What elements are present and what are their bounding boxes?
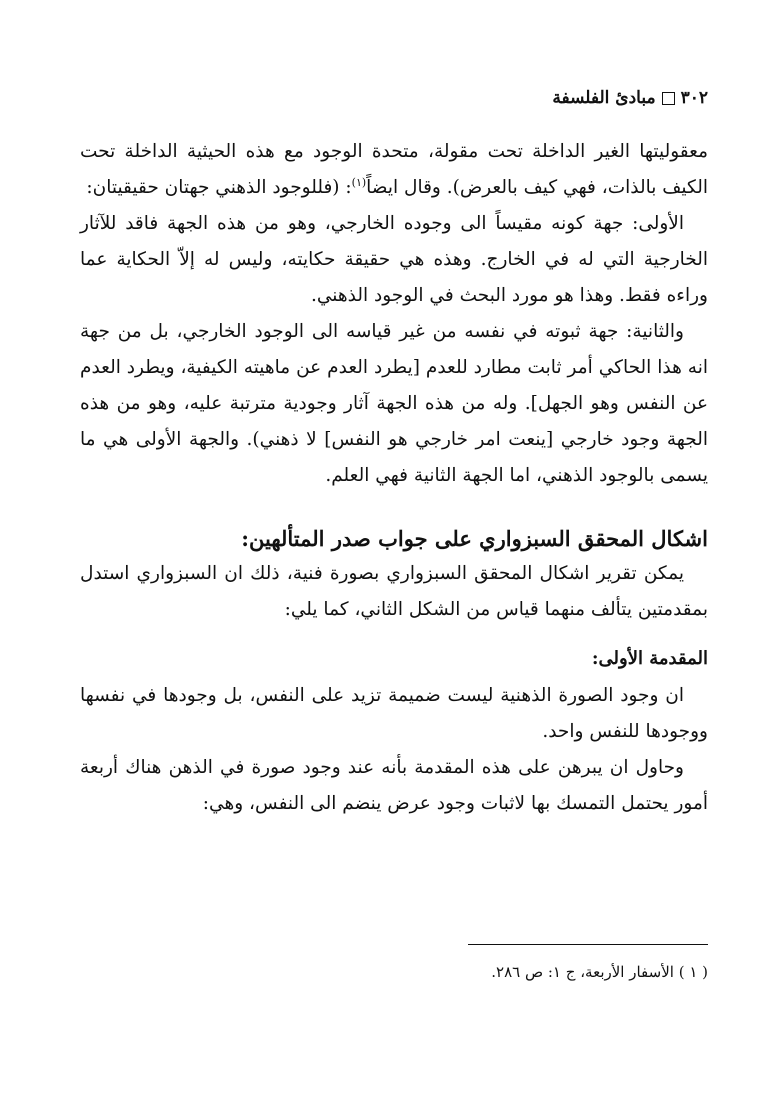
running-header (552, 88, 708, 108)
header-square-icon (662, 92, 675, 105)
paragraph-2: الأولى: جهة كونه مقيساً الى وجوده الخارجي، وهو من هذه الجهة فاقد للآثار الخارجية التي له في الخارج. وهذه هي حقيقة حكايته، وليس له إلاّ الحكاية عما وراءه فقط. وهذا هو مورد البحث في الوجود الذهني. (80, 213, 708, 306)
premise-paragraph-2: وحاول ان يبرهن على هذه المقدمة بأنه عند وجود صورة في الذهن هناك أربعة أمور يحتمل التمسك بها لاثبات وجود عرض ينضم الى النفس، وهي: (80, 757, 708, 814)
paragraph-1-text: معقوليتها الغير الداخلة تحت مقولة، متحدة الوجود مع هذه الحيثية الداخلة تحت الكيف بالذات، فهي كيف بالعرض). وقال ايضاً (80, 141, 708, 198)
footnote-ref: (١) (351, 175, 367, 189)
paragraph-3: والثانية: جهة ثبوته في نفسه من غير قياسه الى الوجود الخارجي، بل من جهة انه هذا الحاكي أمر ثابت مطارد للعدم [يطرد العدم عن ماهيته الكيفية، ويطرد العدم عن النفس وهو الجهل]. وله من هذه الجهة آثار وجودية مترتبة عليه، وهو من هذه الجهة وجود خارجي [ينعت امر خارجي هو النفس] لا ذهني). والجهة الأولى هي ما يسمى بالوجود الذهني، اما الجهة الثانية فهي العلم. (80, 321, 708, 486)
subheading: المقدمة الأولى: (591, 648, 708, 669)
section-heading: اشكال المحقق السبزواري على جواب صدر المتألهين: (241, 526, 708, 551)
premise-paragraph-1: ان وجود الصورة الذهنية ليست ضميمة تزيد على النفس، بل وجودها في نفسها ووجودها للنفس واحد. (80, 685, 708, 742)
footnote-divider (468, 944, 708, 945)
page-number: ٣٠٢ (680, 88, 708, 108)
book-title: مبادئ الفلسفة (552, 88, 656, 108)
section-paragraph: يمكن تقرير اشكال المحقق السبزواري بصورة فنية، ذلك ان السبزواري استدل بمقدمتين يتألف منهما قياس من الشكل الثاني، كما يلي: (80, 563, 708, 620)
paragraph-1-tail: : (فللوجود الذهني جهتان حقيقيتان: (86, 177, 352, 198)
document-page (80, 0, 708, 1115)
paragraph-1 (80, 134, 708, 206)
footnote: ( ١ ) الأسفار الأربعة، ج ١: ص ٢٨٦. (491, 963, 708, 981)
page-body (80, 134, 708, 822)
